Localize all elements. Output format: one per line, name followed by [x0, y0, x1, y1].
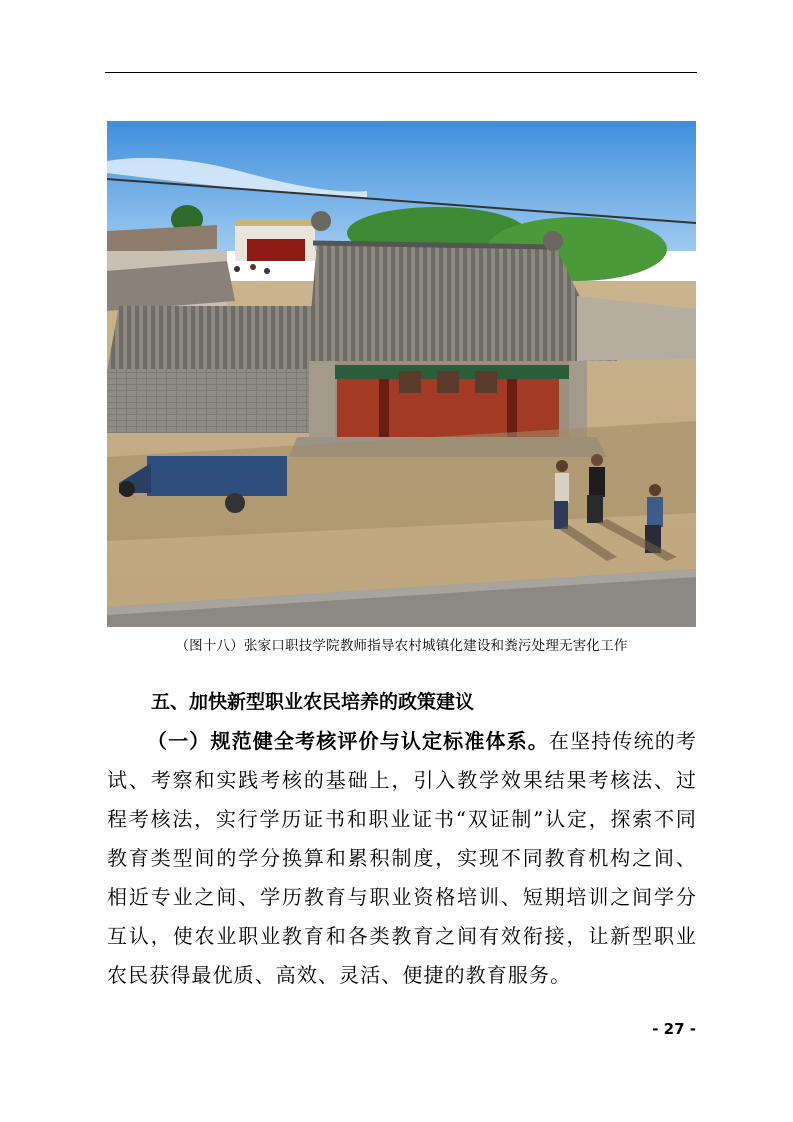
page-number: - 27 - [652, 1020, 696, 1038]
header-rule [105, 72, 697, 73]
body-paragraph [107, 722, 697, 995]
figure-caption: （图十八）张家口职技学院教师指导农村城镇化建设和粪污处理无害化工作 [175, 638, 628, 654]
paragraph-lead: （一）规范健全考核评价与认定标准体系。 [147, 729, 549, 753]
section-heading: 五、加快新型职业农民培养的政策建议 [151, 691, 475, 713]
figure-photo [107, 121, 696, 627]
paragraph-text: 在坚持传统的考试、考察和实践考核的基础上，引入教学效果结果考核法、过程考核法，实行学历证书和职业证书“双证制”认定，探索不同教育类型间的学分换算和累积制度，实现不同教育机构之间、相近专业之间、学历教育与职业资格培训、短期培训之间学分互认，使农业职业教育和各类教育之间有效衔接，让新型职业农民获得最优质、高效、灵活、便捷的教育服务。 [107, 729, 698, 987]
